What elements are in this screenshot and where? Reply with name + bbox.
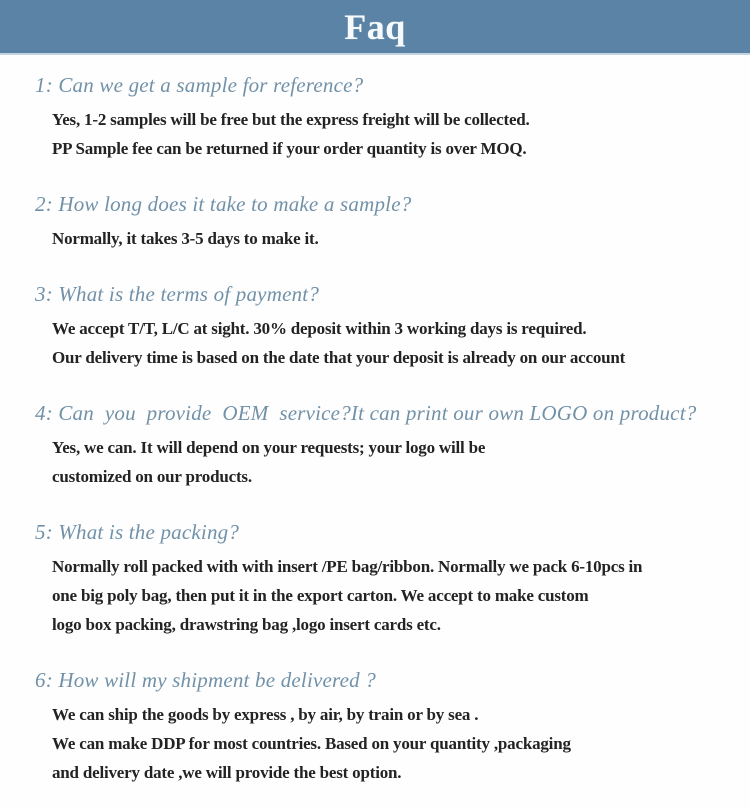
faq-question: 3: What is the terms of payment? [35,282,320,306]
faq-item [35,400,736,491]
faq-answer-line: We can ship the goods by express , by air, by train or by sea . [52,705,479,724]
faq-question: 5: What is the packing? [35,520,240,544]
faq-answer-line: PP Sample fee can be returned if your order quantity is over MOQ. [52,139,527,158]
faq-list [0,55,750,787]
page-title: Faq [344,6,406,47]
faq-question: 2: How long does it take to make a sample? [35,192,412,216]
faq-item [35,191,736,253]
faq-header [0,0,750,55]
faq-item [35,281,736,372]
faq-item [35,72,736,163]
faq-question: 6: How will my shipment be delivered ? [35,668,377,692]
faq-answer-line: Yes, we can. It will depend on your requests; your logo will be [52,438,486,457]
faq-item [35,519,736,639]
faq-answer-line: one big poly bag, then put it in the export carton. We accept to make custom [52,586,589,605]
faq-answer-line: logo box packing, drawstring bag ,logo insert cards etc. [52,615,441,634]
faq-answer-line: We can make DDP for most countries. Based on your quantity ,packaging [52,734,571,753]
faq-answer-line: Yes, 1-2 samples will be free but the express freight will be collected. [52,110,530,129]
faq-question: 1: Can we get a sample for reference? [35,73,364,97]
faq-question: 4: Can you provide OEM service?It can print our own LOGO on product? [35,401,697,425]
faq-answer-line: We accept T/T, L/C at sight. 30% deposit within 3 working days is required. [52,319,587,338]
faq-answer-line: Normally roll packed with with insert /PE bag/ribbon. Normally we pack 6-10pcs in [52,557,643,576]
faq-answer-line: customized on our products. [52,467,252,486]
faq-answer-line: Our delivery time is based on the date that your deposit is already on our account [52,348,626,367]
faq-item [35,667,736,787]
faq-answer-line: Normally, it takes 3-5 days to make it. [52,229,319,248]
faq-answer-line: and delivery date ,we will provide the best option. [52,763,402,782]
